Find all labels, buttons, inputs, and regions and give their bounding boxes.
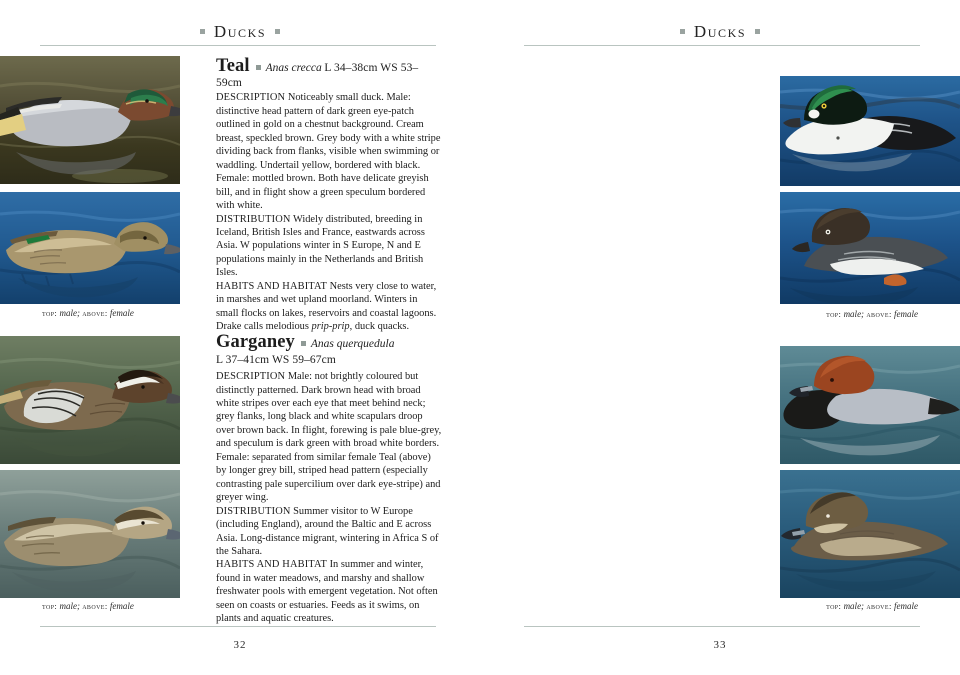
- species-scientific-name: Anas querquedula: [310, 338, 395, 350]
- running-head-square-left-icon: [680, 29, 685, 34]
- species-measurements: L 34–38cm WS 53–59cm: [216, 62, 419, 90]
- photo-garganey-male-artwork: [0, 336, 180, 464]
- caption-above-value: female: [894, 601, 918, 611]
- caption-top-label: top:: [826, 309, 842, 319]
- distribution-text: Widely distributed, breeding in Iceland, British Isles and France, eastwards across Asia. W populations winter in S Europe, N and E populations mainly in the Netherlands and British Isles.: [216, 213, 425, 279]
- species-habits: [216, 280, 442, 334]
- running-head-title: Ducks: [213, 22, 267, 41]
- species-entry-garganey: [216, 332, 442, 626]
- species-distribution: [216, 505, 442, 559]
- caption-teal: [42, 308, 134, 318]
- description-text: Noticeably small duck. Male: distinctive head pattern of dark green eye-patch outlined in gold on a chestnut background. Cream breast, speckled brown. Grey body with a white stripe dividing back from flanks, visible when swimming or waddling. Undertail yellow, bordered with black. Female: mottled brown. Both have delicate greyish bill, and in flight show a green speculum bordered with white.: [216, 92, 441, 212]
- caption-pochard: [826, 601, 918, 611]
- photo-pochard-male: [780, 346, 960, 464]
- caption-above-value: female: [894, 309, 918, 319]
- caption-above-label: above:: [866, 309, 892, 319]
- caption-above-value: female: [109, 308, 134, 318]
- species-heading-garganey: [216, 332, 442, 353]
- caption-garganey: [42, 601, 134, 611]
- running-head-square-left-icon: [200, 29, 205, 34]
- photo-goldeneye-female-artwork: [780, 192, 960, 304]
- photo-teal-female: [0, 192, 180, 304]
- caption-goldeneye: [826, 309, 918, 319]
- photo-goldeneye-female: [780, 192, 960, 304]
- description-label: DESCRIPTION: [216, 92, 286, 104]
- running-head-square-right-icon: [755, 29, 760, 34]
- caption-above-label: above:: [866, 601, 892, 611]
- photo-teal-female-artwork: [0, 192, 180, 304]
- species-name: Teal: [216, 56, 250, 76]
- distribution-label: DISTRIBUTION: [216, 213, 291, 225]
- caption-top-label: top:: [42, 601, 58, 611]
- photo-pochard-male-artwork: [780, 346, 960, 464]
- species-measurements-line: [216, 354, 442, 368]
- description-label: DESCRIPTION: [216, 371, 286, 383]
- page-number-right: 33: [713, 639, 727, 651]
- species-description: [216, 91, 442, 212]
- description-text: Male: not brightly coloured but distinctly patterned. Dark brown head with broad white stripes over each eye that meet behind neck; grey flanks, long black and white scapulars droop over brown back. In flight, forewing is pale blue-grey, and speculum is dark green with broad white borders. Female: separated from similar female Teal (above) by longer grey bill, striped head pattern (especially contrasting pale supercilium over dark eye-stripe) and greyer wing.: [216, 371, 442, 504]
- photo-goldeneye-male-artwork: [780, 76, 960, 186]
- species-entry-teal: [216, 56, 442, 334]
- footer-rule-left: [40, 626, 436, 627]
- page-number-left: 32: [233, 639, 247, 651]
- species-measurements: L 37–41cm WS 59–67cm: [216, 354, 336, 367]
- caption-top-value: male;: [843, 601, 865, 611]
- footer-rule-right: [524, 626, 920, 627]
- photo-teal-male-artwork: [0, 56, 180, 184]
- caption-top-value: male;: [59, 601, 80, 611]
- photo-teal-male: [0, 56, 180, 184]
- running-head-title: Ducks: [693, 22, 747, 41]
- caption-top-value: male;: [843, 309, 865, 319]
- caption-above-label: above:: [82, 601, 108, 611]
- photo-goldeneye-male: [780, 76, 960, 186]
- habits-label: HABITS AND HABITAT: [216, 559, 327, 571]
- caption-above-value: female: [109, 601, 134, 611]
- species-distribution: [216, 213, 442, 280]
- photo-garganey-female-artwork: [0, 470, 180, 598]
- photo-pochard-female-artwork: [780, 470, 960, 598]
- species-bullet-icon: [256, 65, 261, 70]
- habits-text-part1: In summer and winter, found in water meadows, and marshy and shallow freshwater pools with emergent vegetation. Not often seen on coasts or estuaries. Feeds as it swims, on plants and aquatic creatures.: [216, 559, 438, 625]
- right-page: [480, 0, 960, 675]
- running-head-left: [0, 22, 480, 42]
- photo-garganey-female: [0, 470, 180, 598]
- caption-above-label: above:: [82, 308, 108, 318]
- species-bullet-icon: [301, 341, 306, 346]
- species-description: [216, 370, 442, 505]
- species-habits: [216, 558, 442, 625]
- species-heading-teal: [216, 56, 442, 90]
- header-rule-left: [40, 45, 436, 46]
- distribution-text: Summer visitor to W Europe (including England), around the Baltic and E across Asia. Long-distance migrant, wintering in Africa S of the Sahara.: [216, 505, 439, 557]
- habits-label: HABITS AND HABITAT: [216, 280, 327, 292]
- habits-call-italic: prip-prip: [311, 321, 350, 333]
- habits-text-part2: , duck quacks.: [349, 321, 410, 333]
- species-scientific-name: Anas crecca: [265, 62, 322, 74]
- habits-text-part1: Nests very close to water, in marshes and wet upland moorland. Winters in small flocks on lakes, reservoirs and coastal lagoons. Drake calls melodious: [216, 280, 437, 333]
- running-head-right: [480, 22, 960, 42]
- distribution-label: DISTRIBUTION: [216, 505, 291, 517]
- species-name: Garganey: [216, 332, 295, 352]
- caption-top-label: top:: [826, 601, 842, 611]
- header-rule-right: [524, 45, 920, 46]
- caption-top-value: male;: [59, 308, 80, 318]
- photo-pochard-female: [780, 470, 960, 598]
- photo-garganey-male: [0, 336, 180, 464]
- running-head-square-right-icon: [275, 29, 280, 34]
- caption-top-label: top:: [42, 308, 58, 318]
